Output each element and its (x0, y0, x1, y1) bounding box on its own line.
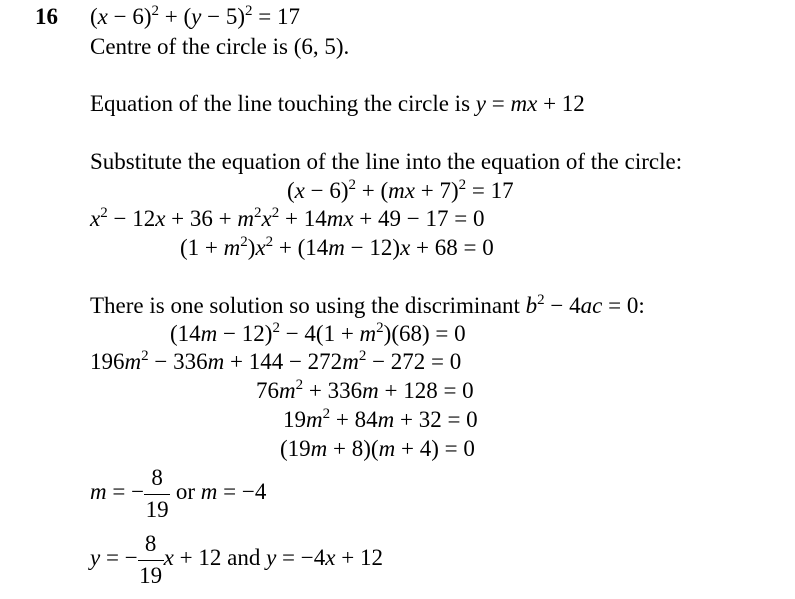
text: − 12) (344, 235, 401, 260)
var-y: y (475, 91, 486, 116)
text: + 36 + (165, 206, 238, 231)
exponent: 2 (537, 292, 545, 308)
exponent: 2 (376, 320, 384, 336)
text: − 6) (304, 178, 349, 203)
var-ac: ac (580, 293, 603, 318)
text: + ( (356, 178, 389, 203)
text: + 144 − 272 (224, 349, 343, 374)
exponent: 2 (100, 205, 108, 221)
var-x: x (155, 206, 166, 231)
text: (1 + (180, 235, 224, 260)
exponent: 2 (240, 234, 248, 250)
var-y: y (191, 4, 202, 29)
exponent: 2 (254, 205, 262, 221)
exponent: 2 (151, 3, 160, 19)
substitute-statement: Substitute the equation of the line into the equation of the circle: (90, 149, 683, 174)
text: + 128 = 0 (378, 378, 474, 403)
denominator: 19 (145, 496, 169, 522)
var-mx: mx (388, 178, 415, 203)
text: ) (247, 235, 256, 260)
text: − 6) (107, 4, 152, 29)
text: + 8)( (327, 436, 379, 461)
text: = 0: (602, 293, 645, 318)
exponent: 2 (322, 406, 331, 422)
var-m: m (328, 235, 345, 260)
substituted-equation (287, 177, 514, 205)
text: − 4 (544, 293, 581, 318)
text: (19 (280, 436, 311, 461)
text: = 17 (252, 4, 301, 29)
fraction (144, 466, 170, 522)
text: (14 (170, 321, 201, 346)
text: + 4) = 0 (395, 436, 475, 461)
var-x: x (294, 178, 305, 203)
text: = 17 (466, 178, 514, 203)
var-x: x (325, 545, 336, 570)
var-mx: mx (510, 91, 538, 116)
var-m: m (377, 407, 395, 432)
var-y: y (266, 545, 277, 570)
text: 196 (90, 349, 125, 374)
text: ( (287, 178, 295, 203)
discriminant-equation (170, 320, 466, 348)
exponent: 2 (458, 177, 467, 193)
var-x: x (400, 235, 411, 260)
text: + ( (159, 4, 192, 29)
tangent-line-equations (90, 530, 383, 588)
var-m: m (200, 321, 218, 346)
denominator: 19 (139, 562, 163, 588)
text: = −4 (276, 545, 326, 570)
text: + 12 and (173, 545, 267, 570)
var-x: x (163, 545, 174, 570)
numerator: 8 (151, 464, 163, 490)
var-m: m (310, 436, 328, 461)
var-m: m (359, 321, 377, 346)
text: − 12) (217, 321, 273, 346)
fraction (138, 532, 164, 588)
text: = −4 (217, 479, 267, 504)
text: − 12 (107, 206, 156, 231)
var-m: m (342, 349, 359, 374)
text: + 32 = 0 (394, 407, 478, 432)
line-equation-statement (90, 90, 585, 118)
text: + 7) (415, 178, 459, 203)
text: + 12 (335, 545, 383, 570)
exponent: 2 (348, 177, 357, 193)
m-solutions (90, 464, 266, 522)
var-m: m (90, 479, 107, 504)
simplified-quadratic (256, 377, 474, 405)
text: − 5) (201, 4, 246, 29)
var-x: x (97, 4, 108, 29)
var-m: m (237, 206, 254, 231)
var-m: m (223, 235, 241, 260)
expanded-discriminant (90, 348, 461, 376)
text: = (486, 91, 511, 116)
var-m: m (124, 349, 142, 374)
exponent: 2 (295, 377, 304, 393)
numerator: 8 (144, 530, 157, 556)
text: 76 (256, 378, 279, 403)
fraction-bar (144, 494, 170, 495)
var-m: m (200, 479, 218, 504)
exponent: 2 (265, 234, 274, 250)
factorised-quadratic (280, 435, 475, 463)
var-x: x (255, 235, 266, 260)
var-x: x (90, 206, 101, 231)
text: − 272 = 0 (366, 349, 462, 374)
text: ( (90, 4, 98, 29)
exponent: 2 (358, 348, 367, 364)
var-x: x (261, 206, 272, 231)
var-m: m (279, 378, 296, 403)
exponent: 2 (245, 3, 253, 19)
var-m: m (362, 378, 379, 403)
text: There is one solution so using the discriminant (90, 293, 526, 318)
text: Equation of the line touching the circle is (90, 91, 476, 116)
text: − 4(1 + (279, 321, 360, 346)
exponent: 2 (141, 348, 149, 364)
text: = − (106, 479, 145, 504)
exponent: 2 (272, 320, 280, 336)
centre-statement: Centre of the circle is (6, 5). (90, 34, 350, 59)
exponent: 2 (271, 205, 280, 221)
var-mx: mx (326, 206, 354, 231)
text: + 14 (279, 206, 327, 231)
fraction-bar (138, 560, 164, 561)
divided-quadratic (283, 406, 478, 434)
text: 19 (283, 407, 306, 432)
text: or (170, 479, 201, 504)
var-m: m (306, 407, 323, 432)
var-b: b (525, 293, 538, 318)
var-m: m (207, 349, 225, 374)
question-number: 16 (35, 4, 58, 29)
text: + 336 (303, 378, 363, 403)
circle-equation (90, 3, 300, 31)
text: )(68) = 0 (383, 321, 466, 346)
text: + 49 − 17 = 0 (353, 206, 485, 231)
text: + 12 (537, 91, 585, 116)
var-y: y (90, 545, 101, 570)
text: + 68 = 0 (410, 235, 494, 260)
text: + (14 (273, 235, 329, 260)
var-m: m (378, 436, 396, 461)
text: = − (100, 545, 138, 570)
expanded-equation (90, 205, 484, 233)
text: − 336 (148, 349, 208, 374)
text: + 84 (330, 407, 378, 432)
quadratic-in-x (180, 234, 494, 262)
discriminant-statement (90, 292, 645, 320)
